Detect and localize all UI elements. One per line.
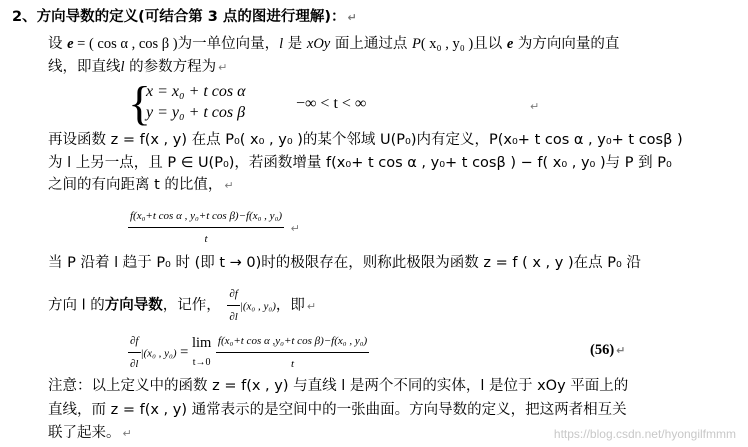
lhs-numerator: ∂f: [128, 331, 141, 353]
text: 方向 l 的: [48, 297, 105, 314]
point-p: P: [411, 36, 421, 52]
ratio: [128, 206, 284, 249]
para2-line3: [48, 175, 234, 196]
limit: [192, 333, 211, 373]
rhs-denominator: t: [291, 358, 295, 370]
watermark: https://blog.csdn.net/hyongilfmmm: [553, 427, 736, 441]
unit-vector-e: e: [506, 36, 514, 52]
note-line1: 注意：以上定义中的函数 z = f(x , y) 与直线 l 是两个不同的实体，l 是位于 xOy 平面上的: [48, 378, 629, 394]
heading-title: 方向导数的定义: [36, 9, 139, 25]
ratio-denominator: t: [204, 233, 208, 245]
para2-line1: 再设函数 z = f(x , y) 在点 P₀( x₀ , y₀ )的某个邻域 U(P₀)内有定义，P(x₀+ t cos α , y₀+ t cosβ ): [48, 132, 683, 148]
param-eq-x: x = x₀ + t cos α: [146, 83, 246, 100]
text: 之间的有向距离 t 的比值，: [48, 177, 223, 193]
definition-formula: [128, 331, 369, 374]
deriv-numerator: ∂f: [227, 284, 240, 306]
equals-sign: =: [176, 344, 192, 361]
para1-line2: [48, 57, 227, 78]
note-line2: 直线，而 z = f(x , y) 通常表示的是空间中的一张曲面。方向导数的定义，把这两者相互关: [48, 402, 627, 418]
param-eq-y: y = y₀ + t cos β: [146, 104, 246, 121]
point-coords: ( x₀ , y₀ ): [420, 36, 474, 52]
lhs-fraction: [128, 331, 141, 374]
text: 线，即直线: [48, 59, 121, 75]
paragraph-mark: ↵: [530, 100, 540, 113]
line-l: l: [120, 59, 125, 75]
equation-tag: [590, 340, 625, 361]
lhs-denominator: ∂l: [130, 358, 139, 370]
unit-vector-e: e: [67, 36, 74, 52]
note-line3: [48, 423, 132, 444]
paragraph-mark: ↵: [218, 61, 228, 74]
plane-xoy: xOy: [306, 36, 331, 52]
text: = ( cos α , cos β )为一单位向量，: [73, 36, 280, 52]
para3-line1: 当 P 沿着 l 趋于 P₀ 时 (即 t → 0)时的极限存在，则称此极限为函数 z = f ( x , y )在点 P₀ 沿: [48, 255, 641, 271]
brace: {: [128, 77, 152, 130]
text: ，记作，: [162, 297, 221, 314]
heading-colon: ：: [331, 9, 346, 25]
paragraph-mark: ↵: [290, 221, 300, 235]
line-l: l: [279, 36, 284, 52]
text: 面上通过点: [330, 36, 412, 52]
lim-subscript: t→0: [192, 356, 211, 368]
text: 的参数方程为: [124, 59, 217, 75]
deriv-evaluated-at: |(x₀ , y₀): [239, 300, 276, 313]
text: 为方向向量的直: [513, 36, 620, 52]
lim-text: lim: [191, 334, 212, 351]
text: 是: [283, 36, 307, 52]
param-range: −∞ < t < ∞: [296, 95, 367, 112]
ratio-fraction: [128, 206, 300, 249]
text: ，即: [275, 297, 305, 314]
para2-line2: 为 l 上另一点，且 P ∈ U(P₀)，若函数增量 f(x₀+ t cos α , y₀+ t cosβ ) − f( x₀ , y₀ )与 P 到 P₀: [48, 155, 672, 171]
ratio-numerator: f(x₀+t cos α , y₀+t cos β)−f(x₀ , y₀): [128, 206, 284, 228]
section-heading: [12, 7, 357, 28]
paragraph-mark: ↵: [347, 11, 357, 24]
paragraph-mark: ↵: [616, 344, 626, 357]
text: 且以: [473, 36, 507, 52]
derivative-notation: [227, 284, 240, 327]
rhs-fraction: [216, 331, 369, 374]
deriv-denominator: ∂l: [229, 311, 238, 323]
text: 联了起来。: [48, 425, 121, 441]
text: 设: [48, 36, 68, 52]
paragraph-mark: ↵: [306, 299, 317, 313]
rhs-numerator: f(x₀+t cos α ,y₀+t cos β)−f(x₀ , y₀): [216, 331, 369, 353]
para1-line1: [48, 34, 619, 54]
term-directional-derivative: 方向导数: [104, 297, 163, 314]
paragraph-mark: ↵: [224, 179, 234, 192]
lhs-evaluated-at: |(x₀ , y₀): [140, 347, 177, 360]
paragraph-mark: ↵: [122, 427, 132, 440]
heading-number: 2、: [12, 9, 37, 25]
equation-number: (56): [590, 342, 615, 358]
heading-note: (可结合第 3 点的图进行理解): [138, 9, 332, 25]
para3-line2: [48, 284, 316, 327]
